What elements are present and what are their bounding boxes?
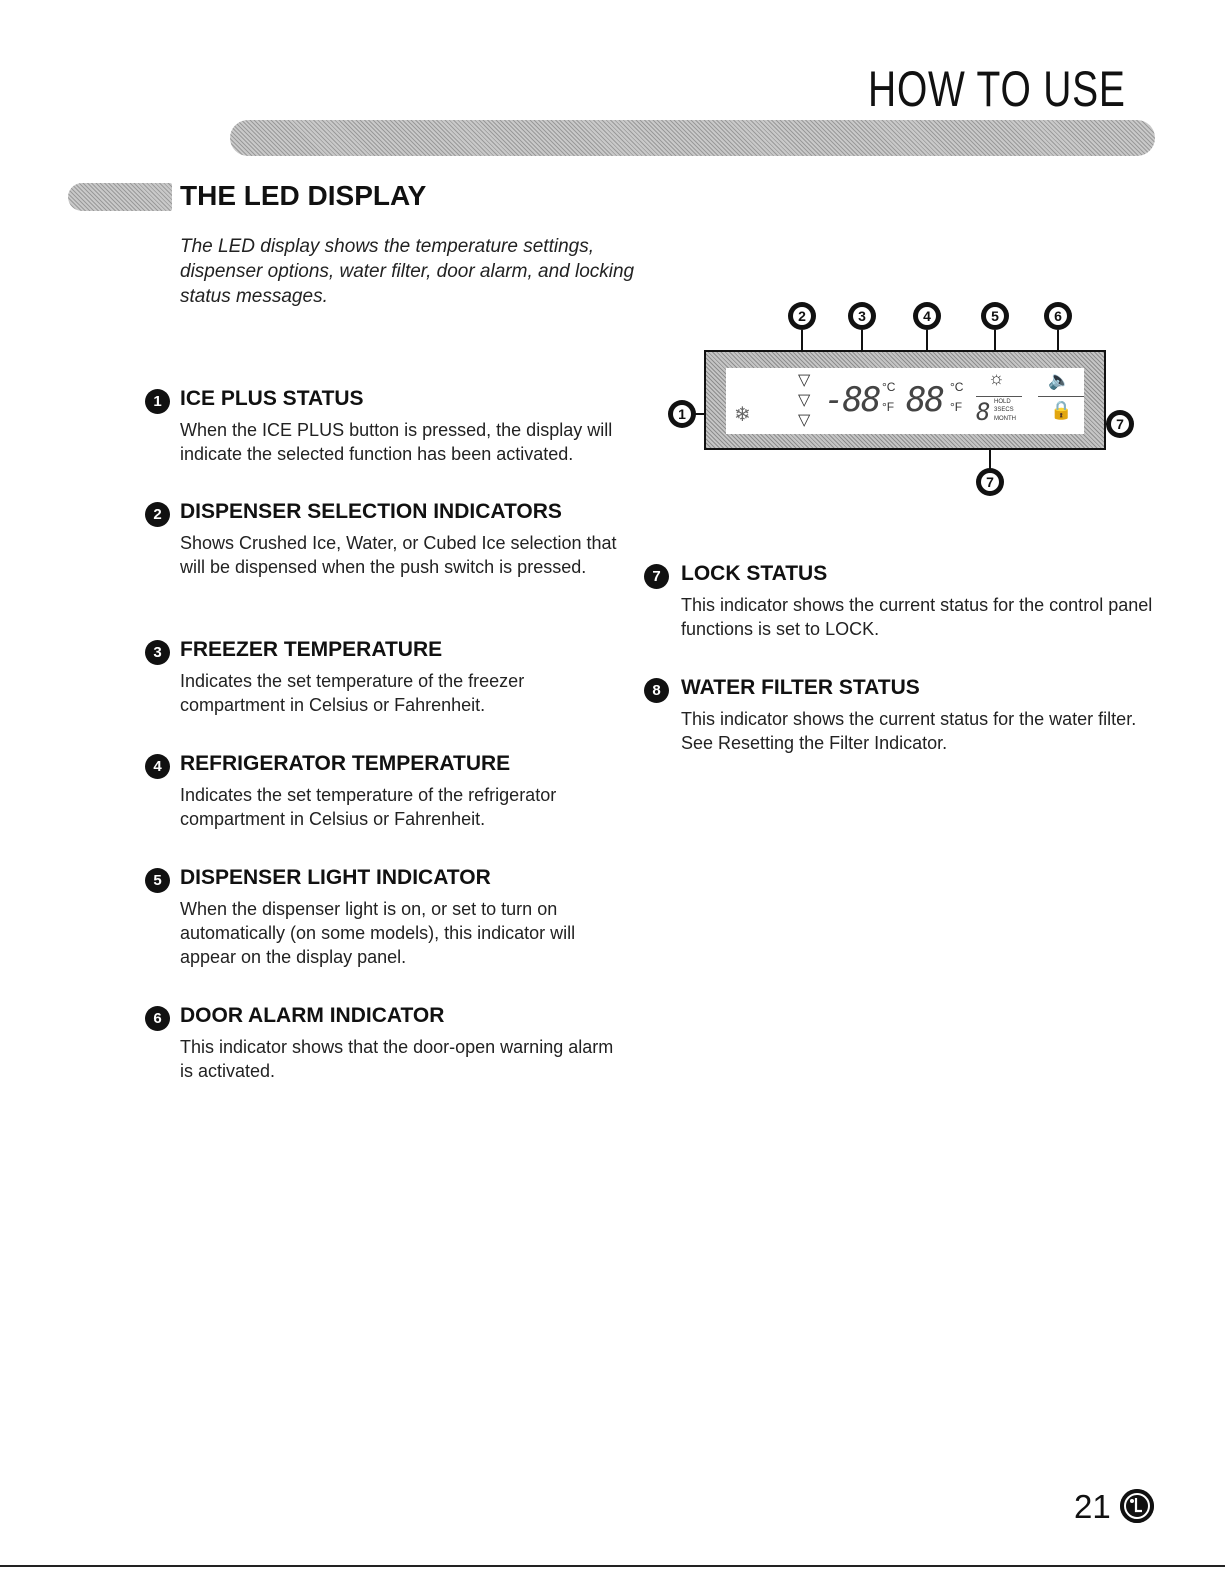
fridge-fahrenheit-unit: °F (950, 400, 963, 414)
item-title-lock-status: LOCK STATUS (681, 562, 828, 585)
crushed-ice-icon: ▽ (798, 372, 811, 389)
callout-badge: 2 (788, 302, 816, 330)
door-alarm-speaker-icon: 🔈 (1048, 370, 1071, 390)
item-body-dispenser-selection: Shows Crushed Ice, Water, or Cubed Ice selection that will be dispensed when the push switch is pressed. (180, 533, 617, 577)
item-body-door-alarm: This indicator shows that the door-open warning alarm is activated. (180, 1037, 614, 1081)
item-number-badge: 3 (145, 640, 170, 665)
fridge-temp-readout: 88 (906, 380, 943, 420)
item-number-badge: 1 (145, 389, 170, 414)
lg-logo (1120, 1489, 1154, 1523)
item-body-lock-status: This indicator shows the current status for the control panel functions is set to LOCK. (681, 595, 1153, 639)
filter-month-digit: 8 (976, 398, 991, 426)
item-body-ice-plus: When the ICE PLUS button is pressed, the display will indicate the selected function has been activated. (180, 420, 613, 464)
item-title-ice-plus: ICE PLUS STATUS (180, 387, 364, 410)
page-number: 21 (1074, 1488, 1111, 1525)
bottom-rule (0, 1565, 1225, 1567)
item-number-badge: 5 (145, 868, 170, 893)
secs-label: 3SECS (994, 407, 1014, 413)
water-icon: ▽ (798, 392, 811, 409)
item-title-dispenser-light: DISPENSER LIGHT INDICATOR (180, 866, 491, 889)
callout-badge: 7 (1106, 410, 1134, 438)
led-display-screen (726, 368, 1084, 434)
item-number-badge: 8 (644, 678, 669, 703)
fridge-celsius-unit: °C (950, 380, 964, 394)
item-number-badge: 6 (145, 1006, 170, 1031)
page-header-title: HOW TO USE (868, 61, 1126, 117)
item-title-dispenser-selection: DISPENSER SELECTION INDICATORS (180, 500, 562, 523)
led-display-panel (704, 350, 1106, 450)
intro-text: The LED display shows the temperature settings, dispenser options, water filter, door alarm, and locking status messages. (180, 236, 635, 307)
item-number-badge: 7 (644, 564, 669, 589)
item-title-freezer-temperature: FREEZER TEMPERATURE (180, 638, 443, 661)
ice-plus-icon: ❄ (734, 404, 751, 426)
callout-badge: 7 (976, 468, 1004, 496)
callout-badge: 4 (913, 302, 941, 330)
dispenser-light-icon: ☼ (988, 368, 1005, 388)
callout-badge: 5 (981, 302, 1009, 330)
header-bar (230, 120, 1155, 156)
section-tab-decoration (68, 183, 172, 211)
freezer-temp-readout: -88 (824, 380, 880, 420)
lock-icon: 🔒 (1050, 400, 1073, 420)
cubed-ice-icon: ▽ (798, 412, 811, 429)
freezer-fahrenheit-unit: °F (882, 400, 895, 414)
freezer-celsius-unit: °C (882, 380, 896, 394)
item-body-dispenser-light: When the dispenser light is on, or set to turn on automatically (on some models), this indicator will appear on the display panel. (180, 899, 576, 967)
item-body-water-filter-status: This indicator shows the current status for the water filter. See Resetting the Filter Indicator. (681, 709, 1137, 753)
month-label: MONTH (994, 416, 1016, 422)
item-body-freezer-temperature: Indicates the set temperature of the freezer compartment in Celsius or Fahrenheit. (180, 671, 525, 715)
section-title: THE LED DISPLAY (180, 180, 427, 211)
callout-badge: 6 (1044, 302, 1072, 330)
divider (976, 396, 1022, 397)
callout-badge: 3 (848, 302, 876, 330)
lg-logo-icon (1120, 1489, 1154, 1523)
item-title-water-filter-status: WATER FILTER STATUS (681, 676, 920, 699)
divider (1038, 396, 1084, 397)
item-title-door-alarm: DOOR ALARM INDICATOR (180, 1004, 445, 1027)
item-body-refrigerator-temperature: Indicates the set temperature of the refrigerator compartment in Celsius or Fahrenheit. (180, 785, 557, 829)
hold-label: HOLD (994, 399, 1011, 405)
callout-badge: 1 (668, 400, 696, 428)
item-number-badge: 2 (145, 502, 170, 527)
item-number-badge: 4 (145, 754, 170, 779)
item-title-refrigerator-temperature: REFRIGERATOR TEMPERATURE (180, 752, 511, 775)
